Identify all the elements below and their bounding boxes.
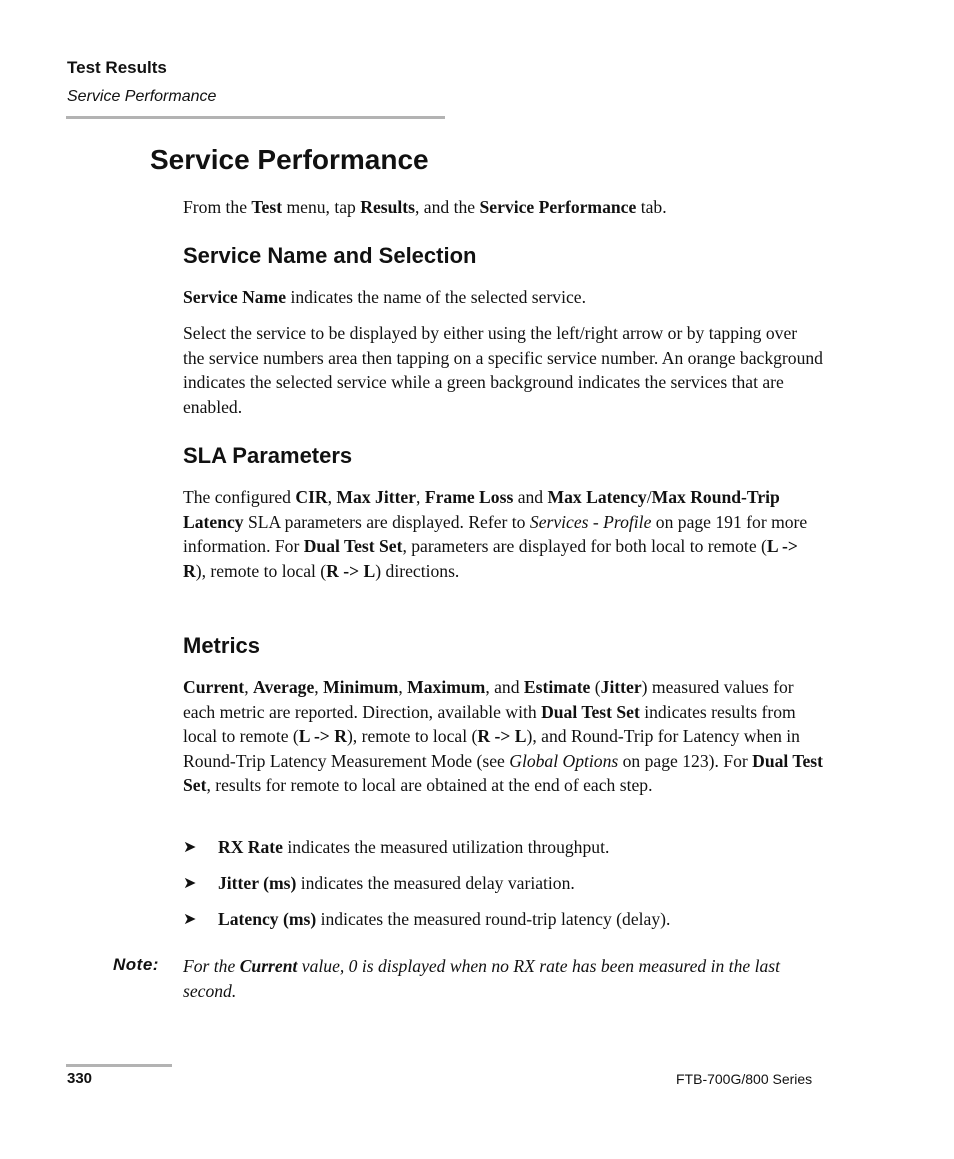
header-divider bbox=[66, 116, 445, 119]
heading-metrics: Metrics bbox=[183, 633, 261, 658]
metrics-paragraph: Current, Average, Minimum, Maximum, and Estimate (Jitter) measured values for each metric are reported. Direction, available with Dual Test Set indicates results from local to remote (L -> R), remote to local (R -> L), and Round-Trip for Latency when in Round-Trip Latency Measurement Mode (see Global Options on page 123). For Dual Test Set, results for remote to local are obtained at the end of each step. bbox=[183, 677, 824, 795]
note-text: For the Current value, 0 is displayed when no RX rate has been measured in the last second. bbox=[183, 956, 780, 1001]
note-label: Note: bbox=[113, 955, 159, 974]
heading-sla-parameters: SLA Parameters bbox=[183, 443, 353, 468]
sla-parameters-paragraph: The configured CIR, Max Jitter, Frame Loss and Max Latency/Max Round-Trip Latency SLA parameters are displayed. Refer to Services - Profile on page 191 for more information. For Dual Test Set, parameters are displayed for both local to remote (L -> R), remote to local (R -> L) directions. bbox=[183, 487, 808, 581]
global-options-link[interactable]: Global Options bbox=[509, 750, 619, 771]
arrow-bullet-icon: ➤ bbox=[183, 911, 197, 928]
service-name-paragraph: Service Name indicates the name of the selected service. bbox=[183, 287, 587, 307]
arrow-bullet-icon: ➤ bbox=[183, 839, 197, 856]
arrow-bullet-icon: ➤ bbox=[183, 875, 197, 892]
page-title: Service Performance bbox=[150, 144, 429, 175]
product-series: FTB-700G/800 Series bbox=[676, 1071, 813, 1087]
running-header-title: Test Results bbox=[67, 58, 167, 77]
page-number: 330 bbox=[67, 1070, 93, 1087]
service-selection-paragraph: Select the service to be displayed by either using the left/right arrow or by tapping over the service numbers area then tapping on a specific service number. An orange background indicates the selected service while a green background indicates the services that are enabled. bbox=[183, 323, 823, 417]
services-profile-link[interactable]: Services - Profile bbox=[529, 511, 652, 532]
intro-paragraph: From the Test menu, tap Results, and the Service Performance tab. bbox=[183, 197, 667, 217]
heading-service-name-selection: Service Name and Selection bbox=[183, 243, 477, 268]
footer-divider bbox=[66, 1064, 172, 1067]
running-header-subtitle: Service Performance bbox=[67, 88, 217, 105]
